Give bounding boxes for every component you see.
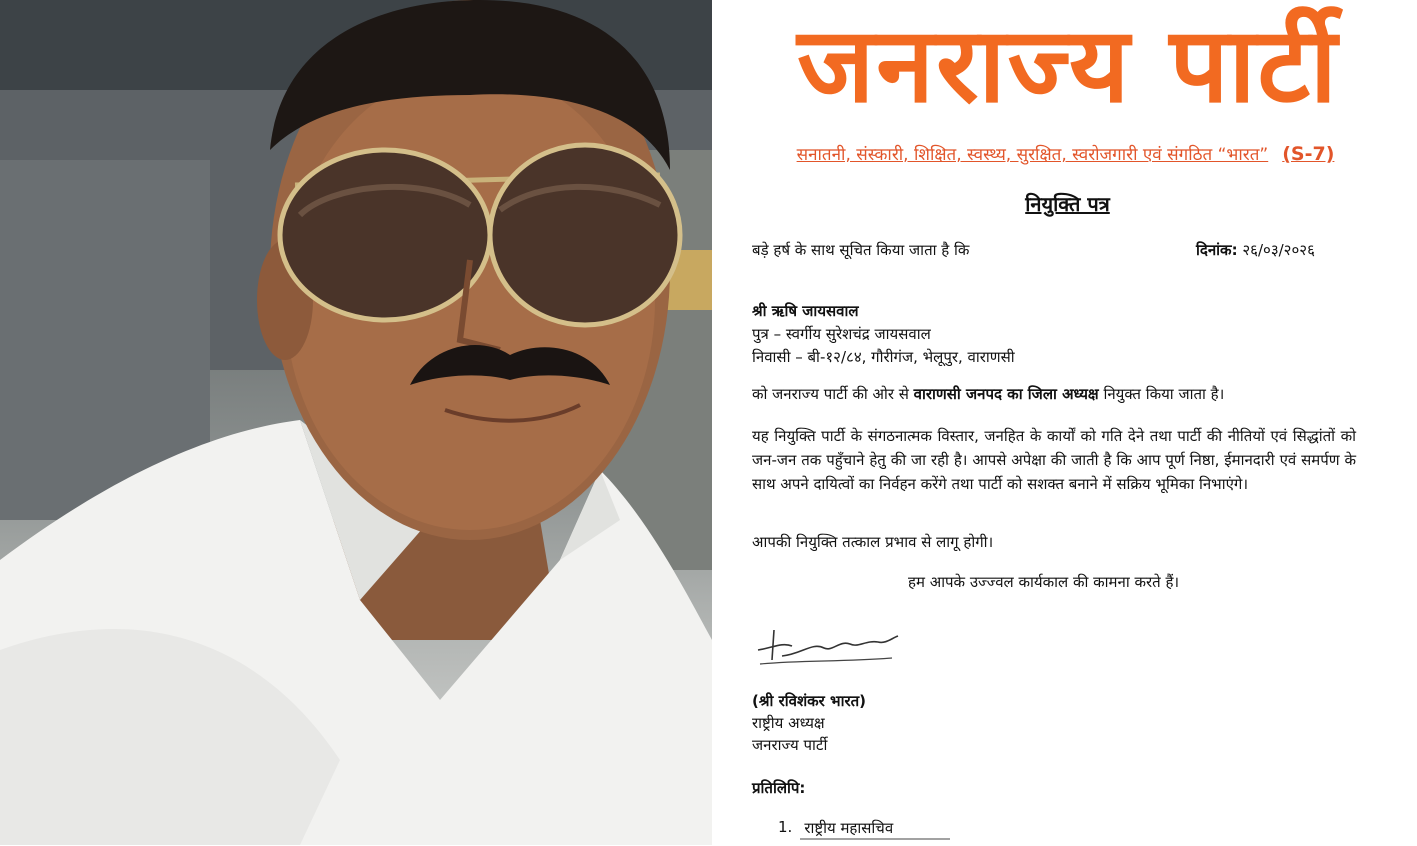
- copy-heading: प्रतिलिपि:: [752, 779, 806, 797]
- recipient-parent: पुत्र – स्वर्गीय सुरेशचंद्र जायसवाल: [752, 325, 931, 343]
- list-item: [778, 818, 893, 838]
- signer-org: जनराज्य पार्टी: [752, 736, 828, 754]
- appointment-letter: [718, 0, 1417, 845]
- date-value: २६/०३/२०२६: [1242, 241, 1315, 259]
- recipient-address: निवासी – बी-१२/८४, गौरीगंज, भेलूपुर, वाराणसी: [752, 348, 1015, 366]
- copy-list: [778, 818, 893, 838]
- tagline-code: (S-7): [1282, 143, 1335, 165]
- appointment-line: [752, 384, 1224, 404]
- signer-block: [752, 690, 866, 756]
- signature: [752, 620, 902, 670]
- intro-line: बड़े हर्ष के साथ सूचित किया जाता है कि: [752, 241, 970, 259]
- date: [1196, 240, 1315, 260]
- party-name: जनराज्य पार्टी: [797, 4, 1339, 126]
- appointment-post: वाराणसी जनपद का जिला अध्यक्ष: [913, 385, 1099, 403]
- effect-line: आपकी नियुक्ति तत्काल प्रभाव से लागू होगी।: [752, 533, 994, 551]
- letter-heading: नियुक्ति पत्र: [1025, 192, 1110, 216]
- signer-title: राष्ट्रीय अध्यक्ष: [752, 714, 825, 732]
- recipient-block: [752, 300, 1015, 369]
- copy-text: राष्ट्रीय महासचिव: [804, 819, 894, 837]
- appointment-paragraph: यह नियुक्ति पार्टी के संगठनात्मक विस्तार, जनहित के कार्यों को गति देने तथा पार्टी की नीतियों एवं सिद्धांतों को जन-जन तक पहुँचाने हेतु की जा रही है। आपसे अपेक्षा की जाती है कि आप पूर्ण निष्ठा, ईमानदारी एवं समर्पण के साथ अपने दायित्वों का निर्वहन करेंगे तथा पार्टी को सशक्त बनाने में सक्रिय भूमिका निभाएंगे।: [752, 427, 1356, 493]
- date-label: दिनांक:: [1196, 241, 1238, 259]
- wish-line: हम आपके उज्ज्वल कार्यकाल की कामना करते हैं।: [908, 573, 1180, 591]
- signer-name: (श्री रविशंकर भारत): [752, 692, 866, 710]
- tagline: [738, 142, 1393, 165]
- recipient-name: श्री ऋषि जायसवाल: [752, 302, 859, 320]
- copy-number: 1.: [778, 818, 793, 836]
- tagline-text: सनातनी, संस्कारी, शिक्षित, स्वस्थ्य, सुरक्षित, स्वरोजगारी एवं संगठित “भारत”: [796, 145, 1269, 165]
- appointment-end: नियुक्त किया जाता है।: [1103, 385, 1225, 403]
- appointment-pre: को जनराज्य पार्टी की ओर से: [752, 385, 909, 403]
